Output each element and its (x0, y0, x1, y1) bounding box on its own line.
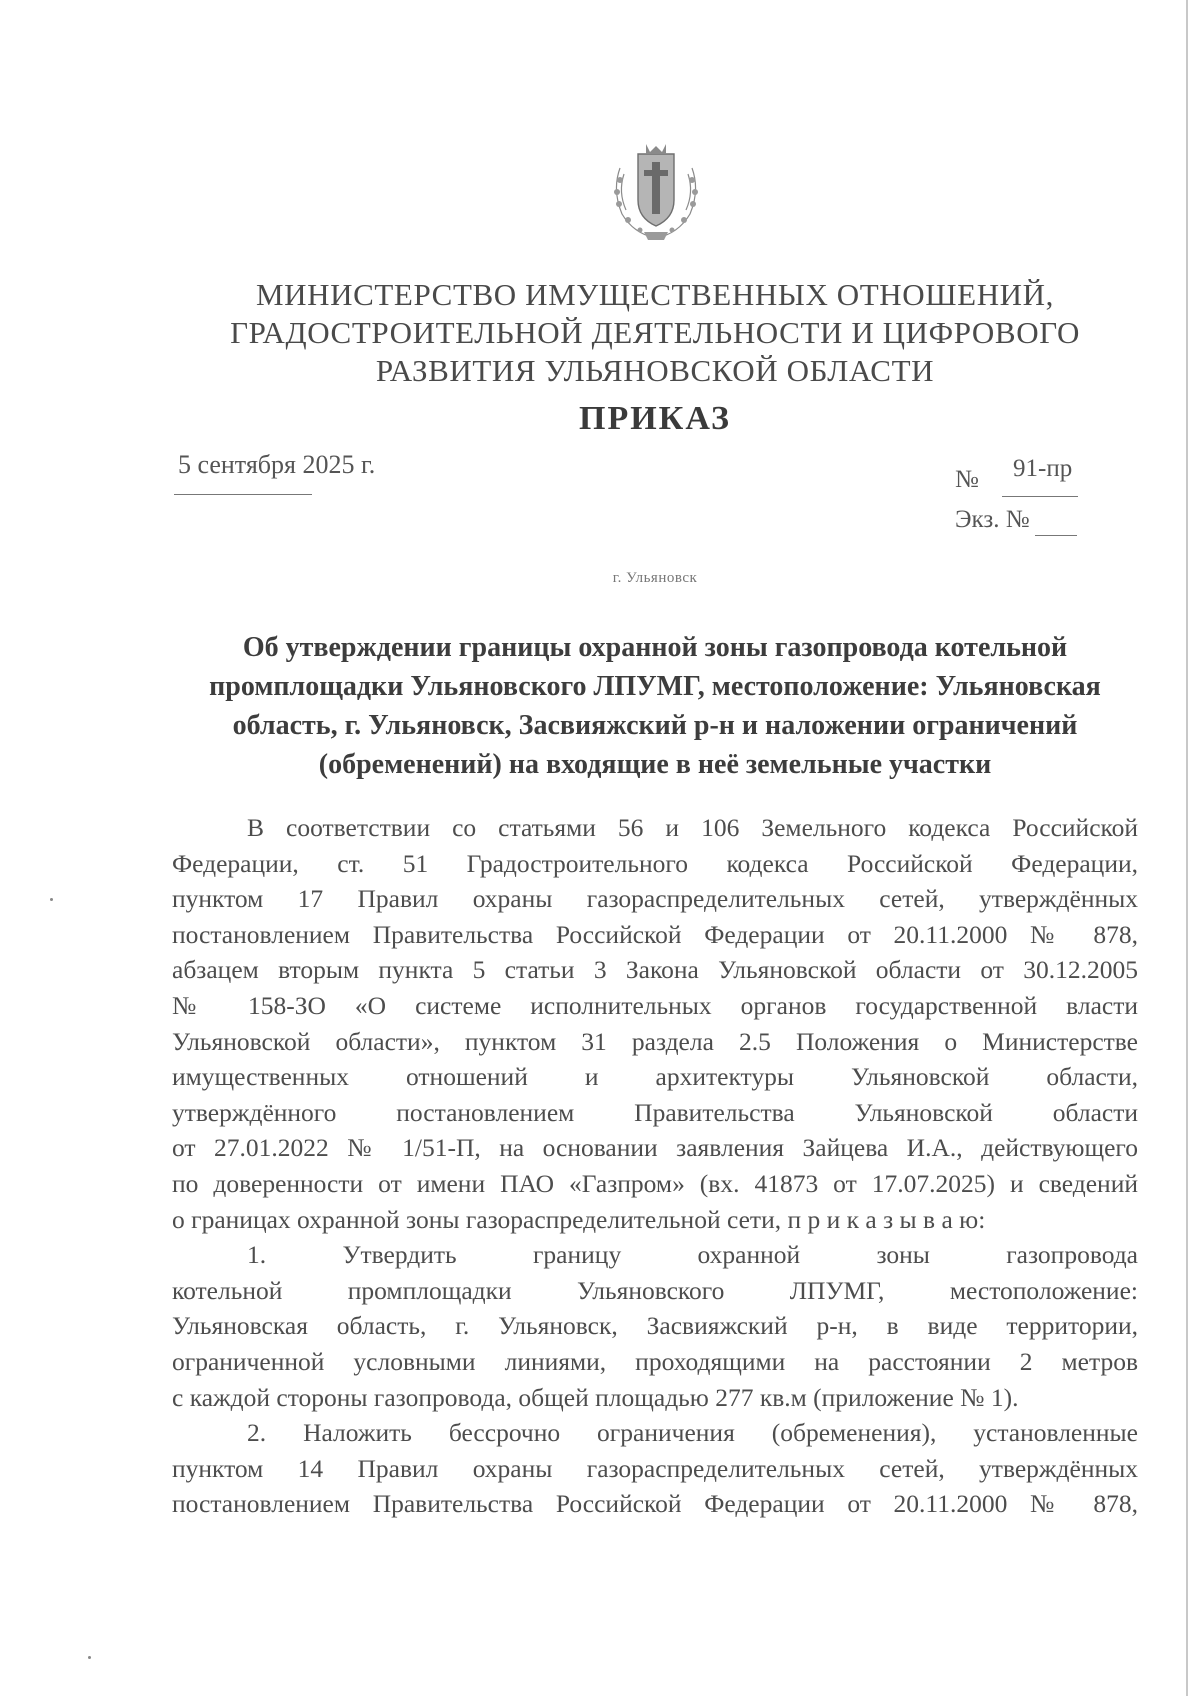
scan-speck (88, 1656, 91, 1659)
order-date: 5 сентября 2025 г. (178, 450, 376, 479)
date-underline (174, 494, 312, 495)
copy-number-underline (1035, 535, 1077, 536)
subject-line: (обременений) на входящие в неё земельные участки (318, 749, 992, 780)
ministry-line: РАЗВИТИЯ УЛЬЯНОВСКОЙ ОБЛАСТИ (375, 353, 935, 388)
body-line: о границах охранной зоны газораспределительной сети, п р и к а з ы в а ю: (172, 1204, 986, 1234)
body-line: 1. Утвердить границу охранной зоны газопровода (247, 1240, 1138, 1270)
body-line: Ульяновская область, г. Ульяновск, Засвияжский р-н, в виде территории, (172, 1311, 1138, 1341)
body-line: 2. Наложить бессрочно ограничения (обременения), установленные (247, 1418, 1138, 1448)
body-line: имущественных отношений и архитектуры Ульяновской области, (172, 1062, 1138, 1092)
body-line: пунктом 17 Правил охраны газораспределительных сетей, утверждённых (172, 884, 1138, 914)
body-line: по доверенности от имени ПАО «Газпром» (вх. 41873 от 17.07.2025) и сведений (172, 1168, 1138, 1198)
document-type: ПРИКАЗ (579, 400, 731, 437)
order-number: 91-пр (1013, 455, 1073, 482)
order-subject (180, 628, 1130, 784)
body-line: абзацем вторым пункта 5 статьи 3 Закона Ульяновской области от 30.12.2005 (172, 955, 1138, 985)
body-line: котельной промплощадки Ульяновского ЛПУМГ, местоположение: (172, 1275, 1138, 1305)
page-edge (1186, 0, 1188, 1696)
number-underline (1002, 496, 1078, 497)
body-line: с каждой стороны газопровода, общей площадью 277 кв.м (приложение № 1). (172, 1382, 1019, 1412)
ministry-name (200, 276, 1110, 390)
copy-number-label: Экз. № (955, 506, 1030, 533)
body-line: Федерации, ст. 51 Градостроительного кодекса Российской Федерации, (172, 848, 1138, 878)
city: г. Ульяновск (612, 570, 698, 586)
subject-line: промплощадки Ульяновского ЛПУМГ, местоположение: Ульяновская (209, 671, 1101, 702)
body-line: утверждённого постановлением Правительства Ульяновской области (172, 1097, 1138, 1127)
coat-of-arms-icon (606, 140, 706, 242)
body-line: от 27.01.2022 № 1/51-П, на основании заявления Зайцева И.А., действующего (172, 1133, 1138, 1163)
body-line: пунктом 14 Правил охраны газораспределительных сетей, утверждённых (172, 1453, 1138, 1483)
ministry-line: ГРАДОСТРОИТЕЛЬНОЙ ДЕЯТЕЛЬНОСТИ И ЦИФРОВОГО (230, 315, 1080, 350)
body-line: постановлением Правительства Российской Федерации от 20.11.2000 № 878, (172, 919, 1138, 949)
order-number-label: № (955, 466, 979, 493)
scan-speck (50, 898, 53, 901)
body-line: постановлением Правительства Российской Федерации от 20.11.2000 № 878, (172, 1489, 1138, 1519)
subject-line: Об утверждении границы охранной зоны газопровода котельной (242, 632, 1068, 663)
ministry-line: МИНИСТЕРСТВО ИМУЩЕСТВЕННЫХ ОТНОШЕНИЙ, (255, 277, 1055, 312)
body-line: № 158-ЗО «О системе исполнительных органов государственной власти (172, 990, 1138, 1020)
body-line: ограниченной условными линиями, проходящими на расстоянии 2 метров (172, 1346, 1138, 1376)
body-line: В соответствии со статьями 56 и 106 Земельного кодекса Российской (247, 813, 1138, 842)
order-body (172, 810, 1138, 1522)
subject-line: область, г. Ульяновск, Засвияжский р-н и наложении ограничений (232, 710, 1078, 741)
body-line: Ульяновской области», пунктом 31 раздела 2.5 Положения о Министерстве (172, 1026, 1138, 1056)
